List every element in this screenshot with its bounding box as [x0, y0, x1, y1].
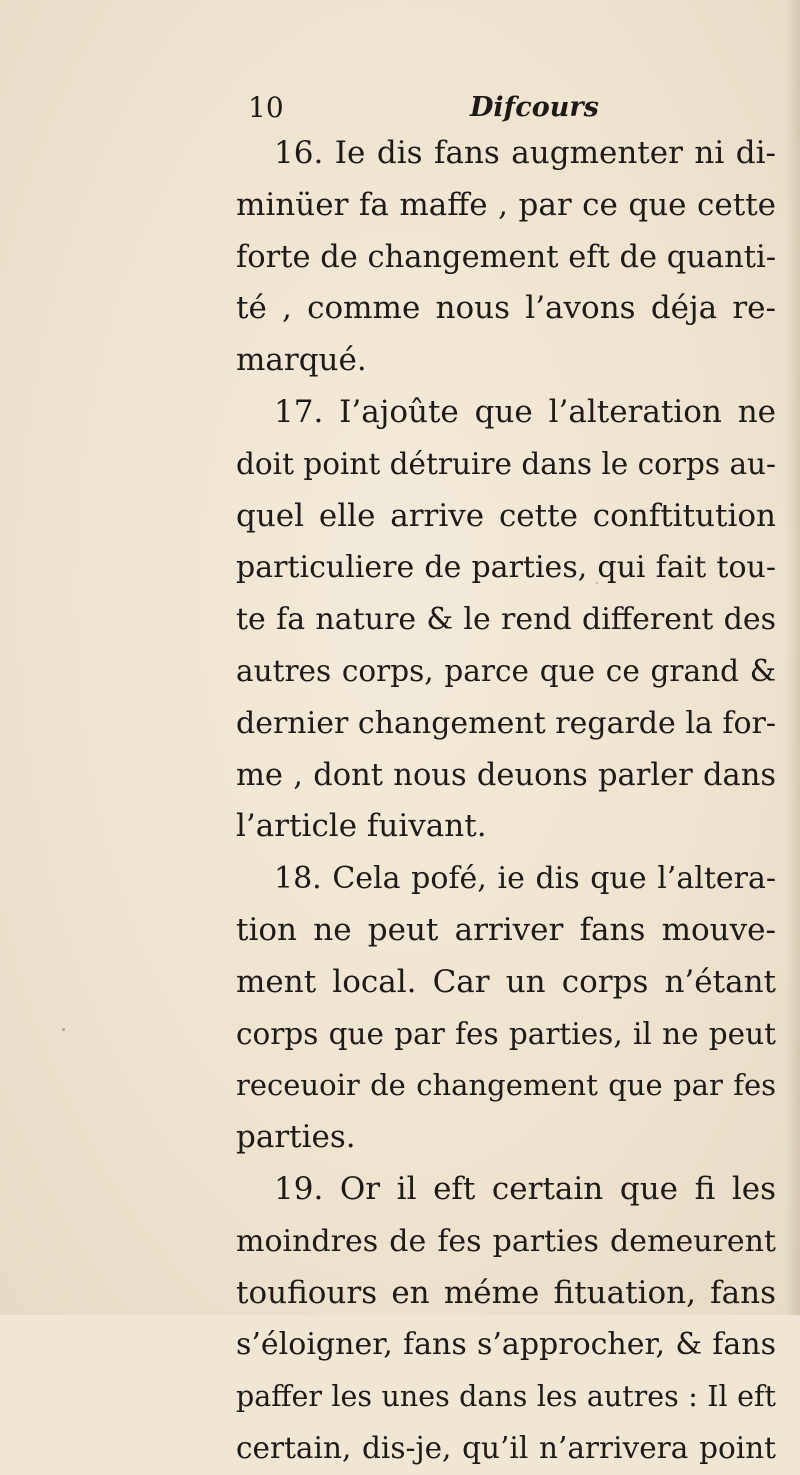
text-line: receuoir de changement que par fes: [236, 1068, 776, 1103]
text-line: corps que par fes parties, il ne peut: [236, 1016, 776, 1051]
running-title: Difcours: [470, 92, 599, 123]
text-line: marqué.: [236, 342, 367, 379]
page-header: [248, 88, 628, 128]
text-line: 17. I’ajoûte que l’alteration ne: [274, 393, 776, 430]
text-line: minüer fa maffe , par ce que cette: [236, 186, 776, 223]
text-line: te fa nature & le rend different des: [236, 602, 776, 638]
page-edge-shadow: [786, 0, 800, 1315]
text-line: 16. Ie dis fans augmenter ni di-: [274, 135, 776, 171]
paper-speck: [596, 582, 598, 584]
text-line: certain, dis-je, qu’il n’arrivera point: [236, 1430, 776, 1465]
body-text: [236, 128, 776, 1475]
paper-speck: [612, 1290, 616, 1292]
text-line: quel elle arrive cette conftitution: [236, 497, 776, 534]
text-line: forte de changement eft de quanti-: [236, 239, 777, 275]
text-line: 19. Or il eft certain que fi les: [274, 1170, 776, 1207]
paper-speck: [62, 1028, 65, 1031]
text-line: l’article fuivant.: [236, 808, 487, 845]
text-line: particuliere de parties, qui fait tou-: [236, 550, 776, 586]
text-line: toufiours en méme fituation, fans: [236, 1274, 776, 1311]
text-line: tion ne peut arriver fans mouve-: [236, 911, 776, 948]
text-line: doit point détruire dans le corps au-: [236, 446, 776, 481]
text-line: moindres de fes parties demeurent: [236, 1223, 776, 1259]
text-line: me , dont nous deuons parler dans: [236, 757, 776, 793]
text-line: autres corps, parce que ce grand &: [236, 653, 776, 688]
text-line: ment local. Car un corps n’étant: [236, 963, 776, 1000]
text-line: paffer les unes dans les autres : Il eft: [236, 1380, 776, 1414]
text-line: s’éloigner, fans s’approcher, & fans: [236, 1327, 776, 1363]
text-line: 18. Cela pofé, ie dis que l’altera-: [274, 861, 776, 897]
text-line: dernier changement regarde la for-: [236, 705, 776, 741]
text-line: parties.: [236, 1119, 356, 1156]
page-number: 10: [248, 91, 284, 124]
text-line: té , comme nous l’avons déja re-: [236, 290, 776, 327]
